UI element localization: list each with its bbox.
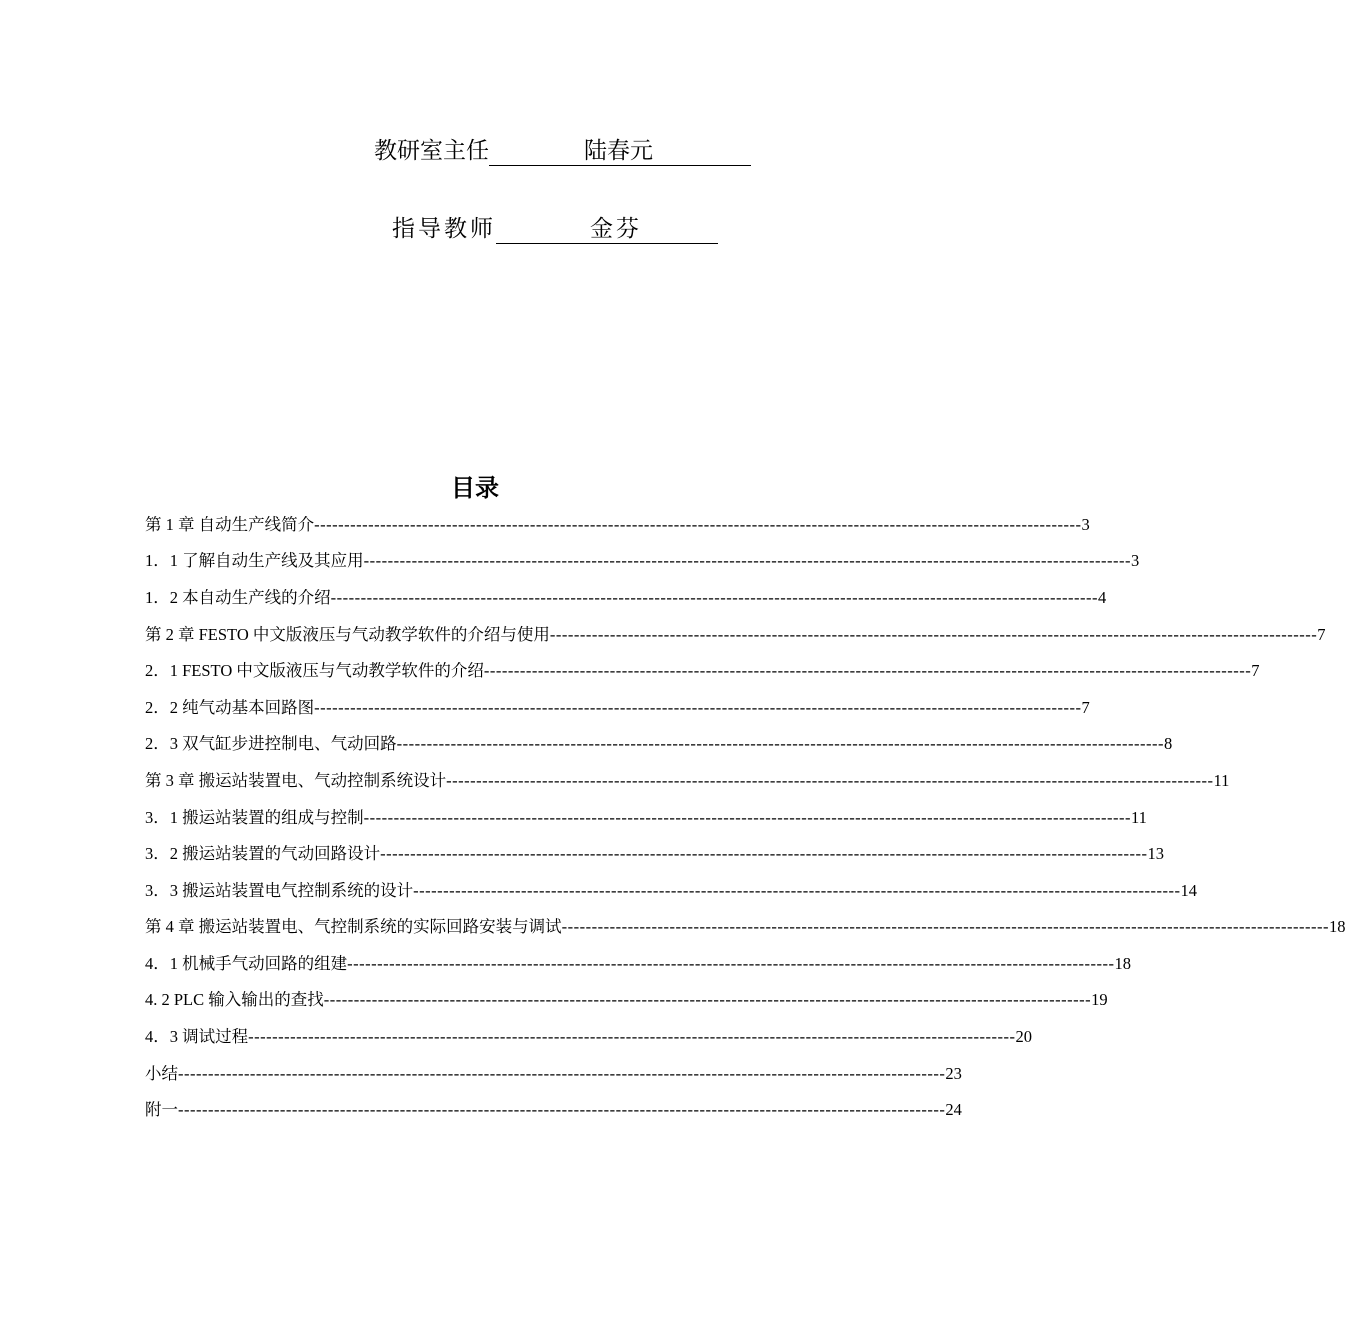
toc-entry[interactable]: [145, 731, 1173, 757]
toc-entry[interactable]: [145, 548, 1140, 574]
toc-dot-leader: --------------------------------------------------------------------------------------------------------------------------------: [483, 661, 1252, 680]
toc-entry-text: 第 1 章 自动生产线简介: [145, 515, 315, 534]
toc-dot-leader: --------------------------------------------------------------------------------------------------------------------------------: [380, 844, 1148, 863]
toc-dot-leader: --------------------------------------------------------------------------------------------------------------------------------: [314, 515, 1082, 534]
toc-entry-text: 4．1 机械手气动回路的组建: [145, 954, 348, 973]
toc-dot-leader: --------------------------------------------------------------------------------------------------------------------------------: [446, 771, 1214, 790]
toc-title: 目录: [451, 474, 499, 502]
toc-dot-leader: --------------------------------------------------------------------------------------------------------------------------------: [178, 1064, 946, 1083]
toc-entry[interactable]: [145, 841, 1164, 867]
toc-entry[interactable]: [145, 622, 1326, 648]
toc-page-number: 18: [1114, 954, 1131, 973]
toc-dot-leader: --------------------------------------------------------------------------------------------------------------------------------: [347, 954, 1115, 973]
toc-entry[interactable]: [145, 805, 1147, 831]
toc-entry-text: 3．1 搬运站装置的组成与控制: [145, 808, 364, 827]
toc-page-number: 7: [1081, 698, 1090, 717]
toc-entry-text: 2．3 双气缸步进控制电、气动回路: [145, 734, 397, 753]
toc-dot-leader: --------------------------------------------------------------------------------------------------------------------------------: [314, 698, 1082, 717]
director-label: 教研室主任: [374, 138, 489, 163]
toc-page-number: 23: [945, 1064, 962, 1083]
toc-page-number: 14: [1180, 881, 1197, 900]
toc-dot-leader: --------------------------------------------------------------------------------------------------------------------------------: [549, 625, 1318, 644]
toc-entry[interactable]: [145, 585, 1107, 611]
toc-entry-text: 4. 2 PLC 输入输出的查找: [145, 990, 324, 1009]
toc-entry-text: 小结: [145, 1064, 178, 1083]
toc-dot-leader: --------------------------------------------------------------------------------------------------------------------------------: [363, 808, 1131, 827]
toc-dot-leader: --------------------------------------------------------------------------------------------------------------------------------: [323, 990, 1092, 1009]
toc-page-number: 8: [1163, 734, 1173, 753]
toc-page-number: 19: [1091, 990, 1108, 1009]
toc-entry[interactable]: [145, 987, 1108, 1013]
toc-dot-leader: --------------------------------------------------------------------------------------------------------------------------------: [178, 1100, 946, 1119]
toc-entry-text: 1．2 本自动生产线的介绍: [145, 588, 331, 607]
toc-entry-text: 附一: [145, 1100, 178, 1119]
director-name-blank: [489, 136, 751, 166]
toc-page-number: 3: [1081, 515, 1090, 534]
toc-dot-leader: --------------------------------------------------------------------------------------------------------------------------------: [363, 551, 1131, 570]
toc-entry[interactable]: [145, 1024, 1032, 1050]
toc-entry-text: 3．3 搬运站装置电气控制系统的设计: [145, 881, 414, 900]
toc-page-number: 3: [1130, 551, 1140, 570]
toc-entry-text: 第 2 章 FESTO 中文版液压与气动教学软件的介绍与使用: [145, 625, 550, 644]
advisor-name-blank: [496, 214, 718, 244]
director-name: 陆春元: [584, 138, 653, 163]
advisor-signature-line: [392, 214, 718, 244]
toc-page-number: 7: [1317, 625, 1326, 644]
toc-entry-text: 1．1 了解自动生产线及其应用: [145, 551, 364, 570]
toc-entry[interactable]: [145, 695, 1090, 721]
toc-page-number: 20: [1015, 1027, 1032, 1046]
director-signature-line: [374, 136, 751, 166]
toc-entry[interactable]: [145, 1097, 962, 1123]
toc-entry-text: 第 4 章 搬运站装置电、气控制系统的实际回路安装与调试: [145, 917, 562, 936]
toc-page-number: 11: [1213, 771, 1230, 790]
toc-dot-leader: --------------------------------------------------------------------------------------------------------------------------------: [330, 588, 1098, 607]
toc-dot-leader: --------------------------------------------------------------------------------------------------------------------------------: [248, 1027, 1016, 1046]
toc-entry[interactable]: [145, 512, 1090, 538]
toc-page-number: 4: [1097, 588, 1107, 607]
toc-entry-text: 2．1 FESTO 中文版液压与气动教学软件的介绍: [145, 661, 484, 680]
toc-page-number: 11: [1130, 808, 1147, 827]
toc-page-number: 13: [1147, 844, 1164, 863]
toc-entry[interactable]: [145, 1061, 962, 1087]
toc-page-number: 18: [1328, 917, 1345, 936]
toc-page-number: 7: [1251, 661, 1260, 680]
toc-entry[interactable]: [145, 914, 1345, 940]
toc-dot-leader: --------------------------------------------------------------------------------------------------------------------------------: [396, 734, 1164, 753]
toc-dot-leader: --------------------------------------------------------------------------------------------------------------------------------: [413, 881, 1181, 900]
toc-entry[interactable]: [145, 951, 1131, 977]
toc-page-number: 24: [945, 1100, 962, 1119]
advisor-name: 金芬: [590, 216, 642, 241]
toc-entry-text: 2．2 纯气动基本回路图: [145, 698, 315, 717]
toc-entry[interactable]: [145, 768, 1230, 794]
toc-entry-text: 3．2 搬运站装置的气动回路设计: [145, 844, 381, 863]
advisor-label: 指导教师: [392, 216, 496, 241]
toc-dot-leader: --------------------------------------------------------------------------------------------------------------------------------: [561, 917, 1329, 936]
toc-entry[interactable]: [145, 878, 1197, 904]
toc-entry[interactable]: [145, 658, 1260, 684]
toc-entry-text: 第 3 章 搬运站装置电、气动控制系统设计: [145, 771, 447, 790]
toc-entry-text: 4．3 调试过程: [145, 1027, 249, 1046]
